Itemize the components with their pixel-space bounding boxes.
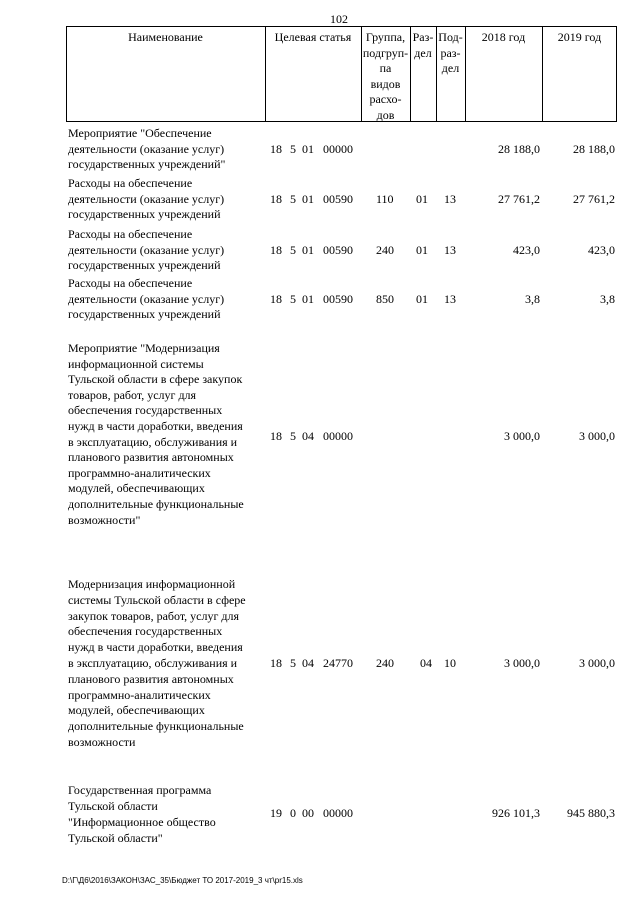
code-part: 5	[290, 192, 296, 206]
subsection-code: 13	[444, 192, 456, 206]
header-subsection: Под- раз- дел	[438, 30, 463, 75]
code-part: 18	[270, 429, 282, 443]
value-2018: 3 000,0	[504, 429, 540, 443]
section-code: 01	[416, 292, 428, 306]
page-number: 102	[330, 12, 348, 26]
code-part: 18	[270, 656, 282, 670]
section-code: 04	[420, 656, 432, 670]
file-path-footer: D:\Г\Д6\2016\ЗАКОН\ЗАС_35\Бюджет ТО 2017-2019_3 чт\pr15.xls	[62, 876, 303, 885]
code-part: 5	[290, 429, 296, 443]
header-name: Наименование	[128, 30, 203, 44]
code-part: 00000	[323, 142, 353, 156]
code-part: 00590	[323, 292, 353, 306]
header-group: Группа, подгруп- па видов расхо- дов	[362, 30, 409, 122]
value-2018: 28 188,0	[498, 142, 540, 156]
value-2019: 28 188,0	[573, 142, 615, 156]
row-name: Расходы на обеспечение деятельности (оказание услуг) государственных учреждений	[68, 176, 225, 222]
group-code: 240	[376, 656, 394, 670]
group-code: 850	[376, 292, 394, 306]
value-2019: 423,0	[588, 243, 615, 257]
value-2019: 945 880,3	[567, 806, 615, 820]
value-2018: 926 101,3	[492, 806, 540, 820]
code-part: 18	[270, 292, 282, 306]
code-part: 18	[270, 192, 282, 206]
code-part: 5	[290, 243, 296, 257]
value-2019: 3 000,0	[579, 656, 615, 670]
code-part: 00000	[323, 806, 353, 820]
code-part: 5	[290, 292, 296, 306]
value-2018: 3,8	[525, 292, 540, 306]
value-2019: 3,8	[600, 292, 615, 306]
code-part: 00590	[323, 192, 353, 206]
header-2019: 2019 год	[557, 30, 602, 44]
code-part: 01	[302, 142, 314, 156]
code-part: 01	[302, 192, 314, 206]
code-part: 5	[290, 142, 296, 156]
row-name: Расходы на обеспечение деятельности (оказание услуг) государственных учреждений	[68, 276, 225, 322]
row-name: Модернизация информационной системы Тульской области в сфере закупок товаров, работ, услуг для обеспечения государственных нужд в части доработки, введения в эксплуатацию, обслуживания и планового развития автономных программно-аналитических модулей, обеспечивающих дополнительные функциональные возможности	[68, 577, 246, 749]
subsection-code: 10	[444, 656, 456, 670]
code-part: 24770	[323, 656, 353, 670]
code-part: 01	[302, 292, 314, 306]
code-part: 19	[270, 806, 282, 820]
group-code: 240	[376, 243, 394, 257]
row-name: Мероприятие "Модернизация информационной системы Тульской области в сфере закупок товаров, работ, услуг для обеспечения государственных нужд в части доработки, введения в эксплуатацию, обслуживания и планового развития автономных программно-аналитических модулей, обеспечивающих дополнительные функциональные возможности"	[68, 341, 244, 527]
section-code: 01	[416, 243, 428, 257]
value-2018: 27 761,2	[498, 192, 540, 206]
section-code: 01	[416, 192, 428, 206]
value-2019: 3 000,0	[579, 429, 615, 443]
group-code: 110	[376, 192, 394, 206]
value-2018: 3 000,0	[504, 656, 540, 670]
code-part: 04	[302, 429, 314, 443]
row-name: Мероприятие "Обеспечение деятельности (оказание услуг) государственных учреждений"	[68, 126, 226, 172]
header-target: Целевая статья	[274, 30, 352, 44]
subsection-code: 13	[444, 292, 456, 306]
code-part: 00000	[323, 429, 353, 443]
subsection-code: 13	[444, 243, 456, 257]
value-2019: 27 761,2	[573, 192, 615, 206]
code-part: 18	[270, 142, 282, 156]
code-part: 00590	[323, 243, 353, 257]
code-part: 5	[290, 656, 296, 670]
row-name: Государственная программа Тульской области "Информационное общество Тульской области"	[68, 783, 216, 845]
code-part: 18	[270, 243, 282, 257]
header-section: Раз- дел	[412, 30, 434, 60]
code-part: 0	[290, 806, 296, 820]
value-2018: 423,0	[513, 243, 540, 257]
code-part: 00	[302, 806, 314, 820]
row-name: Расходы на обеспечение деятельности (оказание услуг) государственных учреждений	[68, 227, 225, 273]
code-part: 01	[302, 243, 314, 257]
header-2018: 2018 год	[481, 30, 526, 44]
code-part: 04	[302, 656, 314, 670]
